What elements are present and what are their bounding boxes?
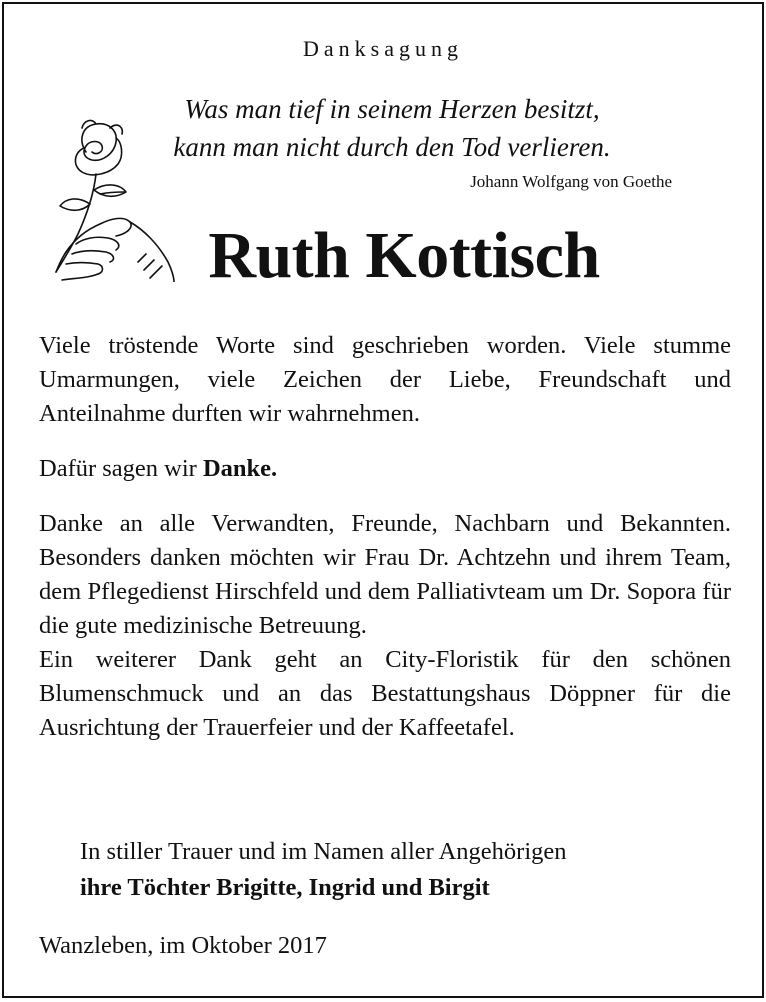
paragraph-thanks-people: Danke an alle Verwandten, Freunde, Nachbarn und Bekannten. Besonders danken möchten wir Frau Dr. Achtzehn und ihrem Team, dem Pflegedienst Hirschfeld und dem Palliativteam um Dr. Sopora für die gute medizinische Betreuung. <box>39 510 731 639</box>
paragraph-danke <box>39 452 731 486</box>
danke-word: Danke. <box>202 455 278 482</box>
notice-heading: Danksagung <box>303 36 463 61</box>
notice-body <box>39 329 731 745</box>
place-date: Wanzleben, im Oktober 2017 <box>39 932 327 959</box>
quote-author: Johann Wolfgang von Goethe <box>470 172 672 191</box>
obituary-notice <box>2 2 764 998</box>
mourners-line: ihre Töchter Brigitte, Ingrid und Birgit <box>80 874 490 901</box>
danke-prefix: Dafür sagen wir <box>39 455 203 482</box>
paragraph-thanks-services: Ein weiterer Dank geht an City-Floristik für den schönen Blumenschmuck und an das Bestattungshaus Döppner für die Ausrichtung der Trauerfeier und der Kaffeetafel. <box>39 646 731 741</box>
paragraph-thanks-intro: Viele tröstende Worte sind geschrieben worden. Viele stumme Umarmungen, viele Zeichen der Liebe, Freundschaft und Anteilnahme durften wir wahrnehmen. <box>39 332 731 427</box>
closing-line: In stiller Trauer und im Namen aller Angehörigen <box>80 838 567 865</box>
deceased-name: Ruth Kottisch <box>208 219 600 292</box>
quote-line-1: Was man tief in seinem Herzen besitzt, <box>184 94 600 124</box>
quote-block <box>122 90 662 166</box>
quote-line-2: kann man nicht durch den Tod verlieren. <box>173 132 611 162</box>
closing-block <box>80 834 567 906</box>
